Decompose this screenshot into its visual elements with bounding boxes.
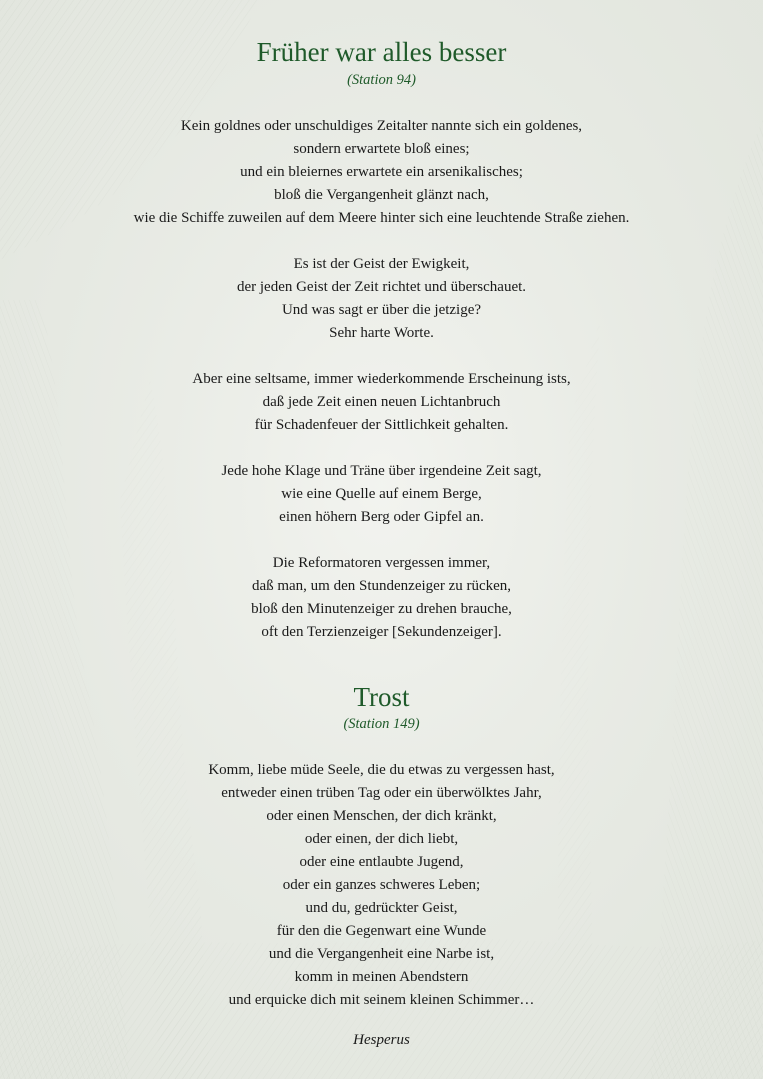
poem-line: daß man, um den Stundenzeiger zu rücken, <box>251 578 512 594</box>
poem-line: Und was sagt er über die jetzige? <box>281 302 482 318</box>
stanza <box>0 552 763 644</box>
poem-line: und erquicke dich mit seinem kleinen Schimmer… <box>228 992 535 1008</box>
poem-line: Die Reformatoren vergessen immer, <box>272 555 491 571</box>
poem-line: oder einen, der dich liebt, <box>304 831 459 847</box>
poem-line: bloß den Minutenzeiger zu drehen brauche, <box>251 601 512 617</box>
poem-line: entweder einen trüben Tag oder ein überwölktes Jahr, <box>221 785 542 801</box>
poem-body <box>0 115 763 644</box>
stanza <box>0 253 763 345</box>
poem-line: daß jede Zeit einen neuen Lichtanbruch <box>262 394 501 410</box>
poem-line: oder einen Menschen, der dich kränkt, <box>266 808 497 824</box>
author-signature: Hesperus <box>353 1032 410 1048</box>
poem-line: Es ist der Geist der Ewigkeit, <box>293 256 470 272</box>
poem-body <box>0 759 763 1012</box>
poem-line: und ein bleiernes erwartete ein arsenikalisches; <box>240 164 523 180</box>
poem-line: komm in meinen Abendstern <box>294 969 469 985</box>
poem-line: wie eine Quelle auf einem Berge, <box>281 486 482 502</box>
poem-line: sondern erwartete bloß eines; <box>293 141 470 157</box>
poem-line: Jede hohe Klage und Träne über irgendeine Zeit sagt, <box>221 463 542 479</box>
station-subtitle: (Station 149) <box>343 716 420 732</box>
stanza <box>0 368 763 437</box>
poem-line: für Schadenfeuer der Sittlichkeit gehalten. <box>254 417 509 433</box>
poem-line: wie die Schiffe zuweilen auf dem Meere hinter sich eine leuchtende Straße ziehen. <box>133 210 630 226</box>
poem-line: oft den Terzienzeiger [Sekundenzeiger]. <box>261 624 502 640</box>
stanza <box>0 460 763 529</box>
poem-line: Sehr harte Worte. <box>329 325 434 341</box>
poem-line: einen höhern Berg oder Gipfel an. <box>279 509 484 525</box>
poem-line: Komm, liebe müde Seele, die du etwas zu vergessen hast, <box>208 762 555 778</box>
poem-title: Trost <box>353 682 410 712</box>
poem-line: bloß die Vergangenheit glänzt nach, <box>274 187 489 203</box>
poem-line: oder eine entlaubte Jugend, <box>299 854 464 870</box>
poem-line: der jeden Geist der Zeit richtet und überschauet. <box>236 279 527 295</box>
stanza <box>0 115 763 230</box>
poem-line: für den die Gegenwart eine Wunde <box>276 923 487 939</box>
poem-line: und du, gedrückter Geist, <box>305 900 458 916</box>
poem-line: Aber eine seltsame, immer wiederkommende Erscheinung ists, <box>192 371 571 387</box>
poem-line: und die Vergangenheit eine Narbe ist, <box>268 946 495 962</box>
poem-line: oder ein ganzes schweres Leben; <box>282 877 481 893</box>
station-subtitle: (Station 94) <box>347 72 416 88</box>
poem-line: Kein goldnes oder unschuldiges Zeitalter nannte sich ein goldenes, <box>180 118 583 134</box>
poem-title: Früher war alles besser <box>256 37 507 67</box>
